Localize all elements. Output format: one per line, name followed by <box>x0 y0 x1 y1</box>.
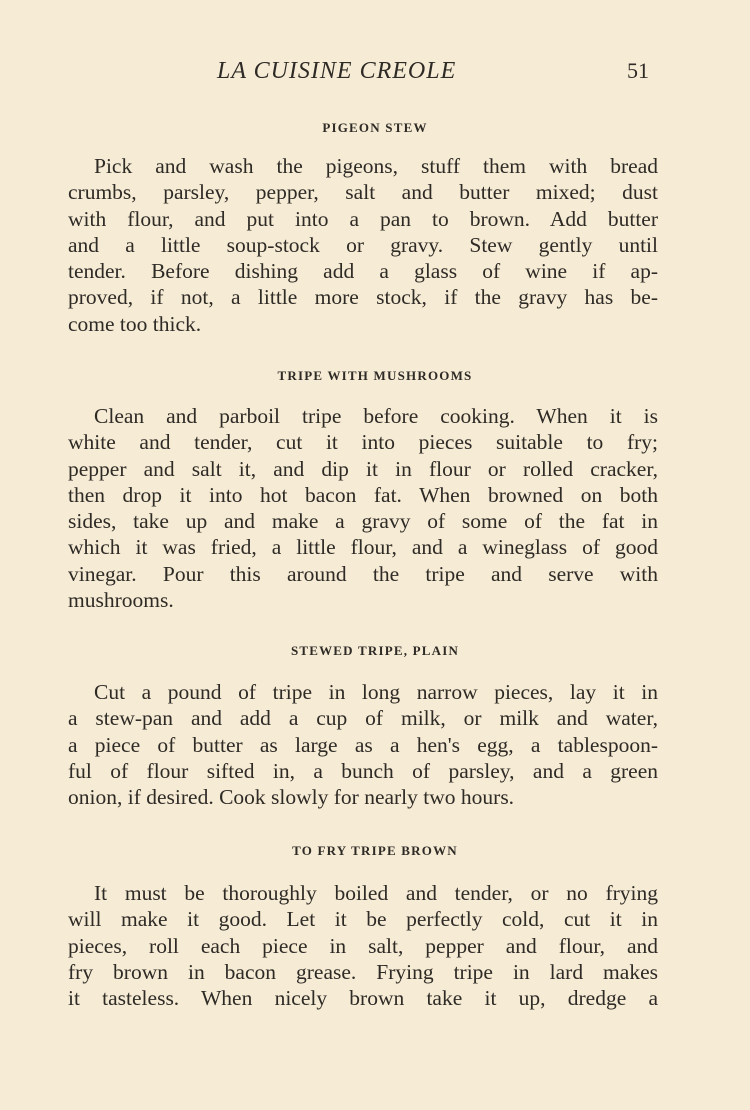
text-line: will make it good. Let it be perfectly cold, cut it in <box>68 907 658 932</box>
text-line: it tasteless. When nicely brown take it up, dredge a <box>68 986 658 1011</box>
text-line: white and tender, cut it into pieces suitable to fry; <box>68 430 658 455</box>
text-line: then drop it into hot bacon fat. When browned on both <box>68 482 658 507</box>
text-line: Pick and wash the pigeons, stuff them with bread <box>94 154 658 178</box>
section-heading: TRIPE WITH MUSHROOMS <box>277 368 473 383</box>
recipe-paragraph <box>68 679 658 810</box>
text-line: tender. Before dishing add a glass of wine if ap- <box>68 259 658 284</box>
text-line: It must be thoroughly boiled and tender, or no frying <box>94 881 658 905</box>
text-line: pepper and salt it, and dip it in flour or rolled cracker, <box>68 456 658 481</box>
text-line: proved, if not, a little more stock, if the gravy has be- <box>68 285 658 310</box>
section-heading: STEWED TRIPE, PLAIN <box>290 643 460 658</box>
text-line: with flour, and put into a pan to brown. Add butter <box>68 206 658 231</box>
text-line: a stew-pan and add a cup of milk, or milk and water, <box>68 706 658 731</box>
text-line: fry brown in bacon grease. Frying tripe in lard makes <box>68 959 658 984</box>
text-line: mushrooms. <box>68 588 174 613</box>
text-line: ful of flour sifted in, a bunch of parsley, and a green <box>68 758 658 783</box>
recipe-paragraph <box>68 153 658 337</box>
text-line: Cut a pound of tripe in long narrow pieces, lay it in <box>94 680 658 704</box>
text-line: crumbs, parsley, pepper, salt and butter mixed; dust <box>68 180 658 205</box>
text-line: pieces, roll each piece in salt, pepper and flour, and <box>68 933 658 958</box>
text-line: and a little soup-stock or gravy. Stew gently until <box>68 232 658 257</box>
text-line: which it was fried, a little flour, and a wineglass of good <box>68 535 658 560</box>
text-line: sides, take up and make a gravy of some of the fat in <box>68 509 658 534</box>
running-head: LA CUISINE CREOLE <box>217 58 457 84</box>
recipe-paragraph <box>68 880 658 1011</box>
section-heading: PIGEON STEW <box>322 120 428 135</box>
recipe-paragraph <box>68 403 658 613</box>
text-line: a piece of butter as large as a hen's egg, a tablespoon- <box>68 732 658 757</box>
text-line: come too thick. <box>68 311 202 336</box>
section-heading: TO FRY TRIPE BROWN <box>292 843 458 858</box>
text-line: vinegar. Pour this around the tripe and serve with <box>68 561 658 586</box>
page-number: 51 <box>627 58 649 83</box>
text-line: onion, if desired. Cook slowly for nearly two hours. <box>68 785 515 810</box>
text-line: Clean and parboil tripe before cooking. When it is <box>94 404 658 428</box>
